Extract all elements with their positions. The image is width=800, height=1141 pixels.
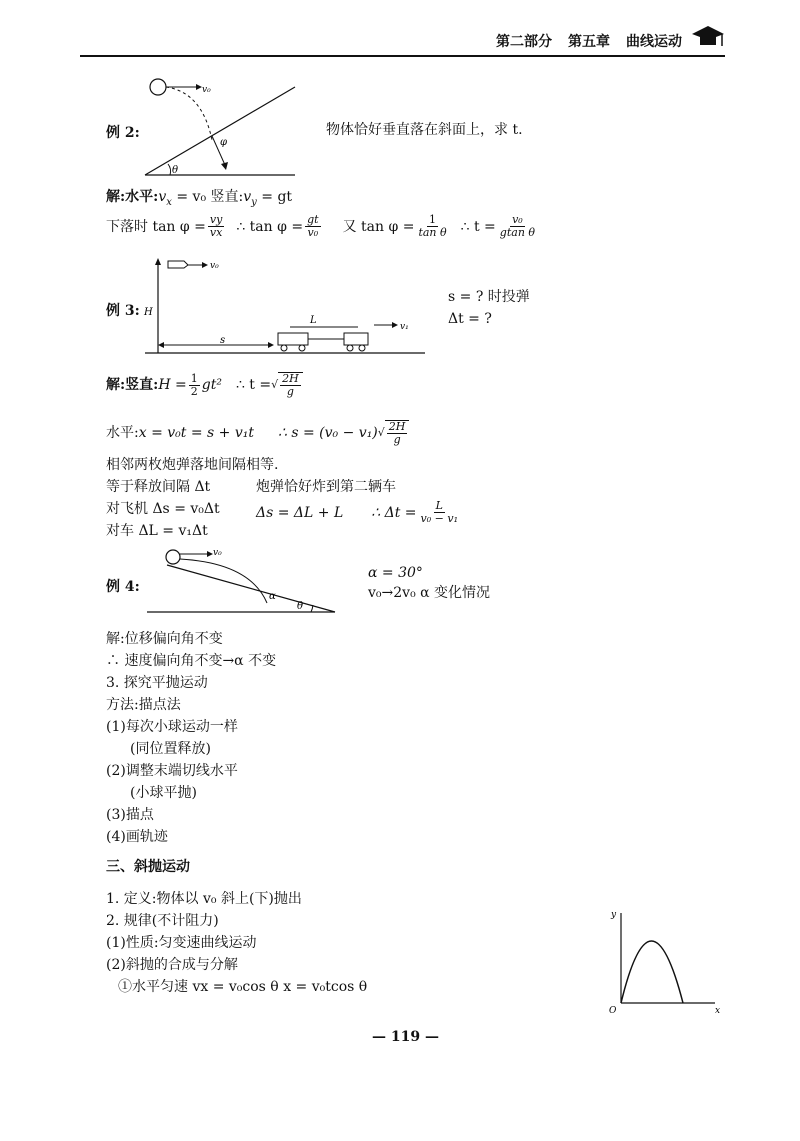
- page-number: — 119 —: [372, 1029, 439, 1045]
- header-part: 第二部分: [496, 34, 552, 50]
- graph-origin-label: O: [609, 1006, 617, 1016]
- ex3-H-label: H: [144, 307, 153, 318]
- oblique-law: 2. 规律(不计阻力): [106, 913, 219, 929]
- ex3-solution-line1: 解:竖直: H = $\frac{1}{2}$ gt² ∴ t = √ $\frac{2H}{g}$: [106, 372, 303, 398]
- explore-item3: (3)描点: [106, 807, 154, 823]
- explore-method: 方法:描点法: [106, 697, 181, 713]
- ex3-line4b: 炮弹恰好炸到第二辆车: [256, 479, 396, 495]
- oblique-decomposition: (2)斜抛的合成与分解: [106, 957, 238, 973]
- ex4-solution2: ∴ 速度偏向角不变→α 不变: [106, 653, 277, 669]
- header-title: 曲线运动: [626, 34, 682, 50]
- explore-item2: (2)调整末端切线水平: [106, 763, 238, 779]
- oblique-property: (1)性质:匀变速曲线运动: [106, 935, 257, 951]
- ex3-diagram: [140, 255, 430, 360]
- ex4-theta-label: θ: [297, 601, 304, 612]
- ex4-alpha-label: α: [269, 591, 276, 602]
- ex3-question2: Δt = ?: [448, 311, 492, 327]
- oblique-definition: 1. 定义:物体以 v₀ 斜上(下)抛出: [106, 891, 302, 907]
- ex2-phi-label: φ: [220, 137, 228, 148]
- ex2-label: 例 2:: [106, 125, 140, 141]
- graph-y-label: y: [611, 910, 617, 920]
- graduation-cap-icon: [690, 22, 726, 52]
- ex2-diagram: [140, 70, 310, 190]
- ex4-diagram: [145, 545, 345, 617]
- oblique-heading: 三、斜抛运动: [106, 859, 190, 875]
- ex4-given2: v₀→2v₀ α 变化情况: [368, 585, 491, 601]
- ex3-label: 例 3:: [106, 303, 140, 319]
- ex4-label: 例 4:: [106, 579, 140, 595]
- ex2-v0-label: v₀: [202, 85, 211, 95]
- ex3-line4: 等于释放间隔 Δt: [106, 479, 211, 495]
- ex4-given1: α = 30°: [368, 565, 423, 581]
- ex4-solution1: 解:位移偏向角不变: [106, 631, 223, 647]
- ex3-s-label: s: [220, 335, 226, 346]
- explore-title: 3. 探究平抛运动: [106, 675, 208, 691]
- ex2-solution-line2: 下落时 tan φ = $\frac{vy}{vx}$ ∴ tan φ = $\frac{gt}{\text{v₀}}$ 又 tan φ = $\frac{1}{\text{tan θ}}$ ∴ t = $\frac{\text{v₀}}{\text{gtan θ}}$: [106, 213, 536, 239]
- explore-item1: (1)每次小球运动一样: [106, 719, 238, 735]
- ex3-line5b: Δs = ΔL + L ∴ Δt = $\frac{L}{\text{v₀ − v₁}}$: [256, 499, 459, 525]
- ex2-theta-label: θ: [172, 165, 179, 176]
- ex3-question1: s = ? 时投弹: [448, 289, 530, 305]
- ex3-L-label: L: [310, 315, 317, 326]
- ex3-line6: 对车 ΔL = v₁Δt: [106, 523, 208, 539]
- trajectory-graph: [605, 905, 725, 1015]
- ex3-line3: 相邻两枚炮弹落地间隔相等.: [106, 457, 279, 473]
- ex4-v0-label: v₀: [213, 548, 222, 558]
- explore-item2b: (小球平抛): [130, 785, 197, 801]
- explore-item1b: (同位置释放): [130, 741, 211, 757]
- ex3-solution-line2: 水平: x = v₀t = s + v₁t ∴ s = (v₀ − v₁) √ $\frac{2H}{g}$: [106, 420, 409, 446]
- header-rule: [80, 55, 725, 57]
- oblique-horizontal: ①水平匀速 vx = v₀cos θ x = v₀tcos θ: [118, 979, 368, 995]
- ex2-question: 物体恰好垂直落在斜面上，求 t.: [326, 122, 523, 138]
- ex3-v1-label: v₁: [400, 322, 409, 332]
- ex3-line5: 对飞机 Δs = v₀Δt: [106, 501, 220, 517]
- graph-x-label: x: [715, 1006, 721, 1016]
- ex2-solution-line1: 解:水平$:v_x = v_0$ 竖直$:v_y$ = gt: [106, 189, 293, 208]
- explore-item4: (4)画轨迹: [106, 829, 168, 845]
- header-chapter: 第五章: [568, 34, 610, 50]
- ex3-v0-label: v₀: [210, 261, 219, 271]
